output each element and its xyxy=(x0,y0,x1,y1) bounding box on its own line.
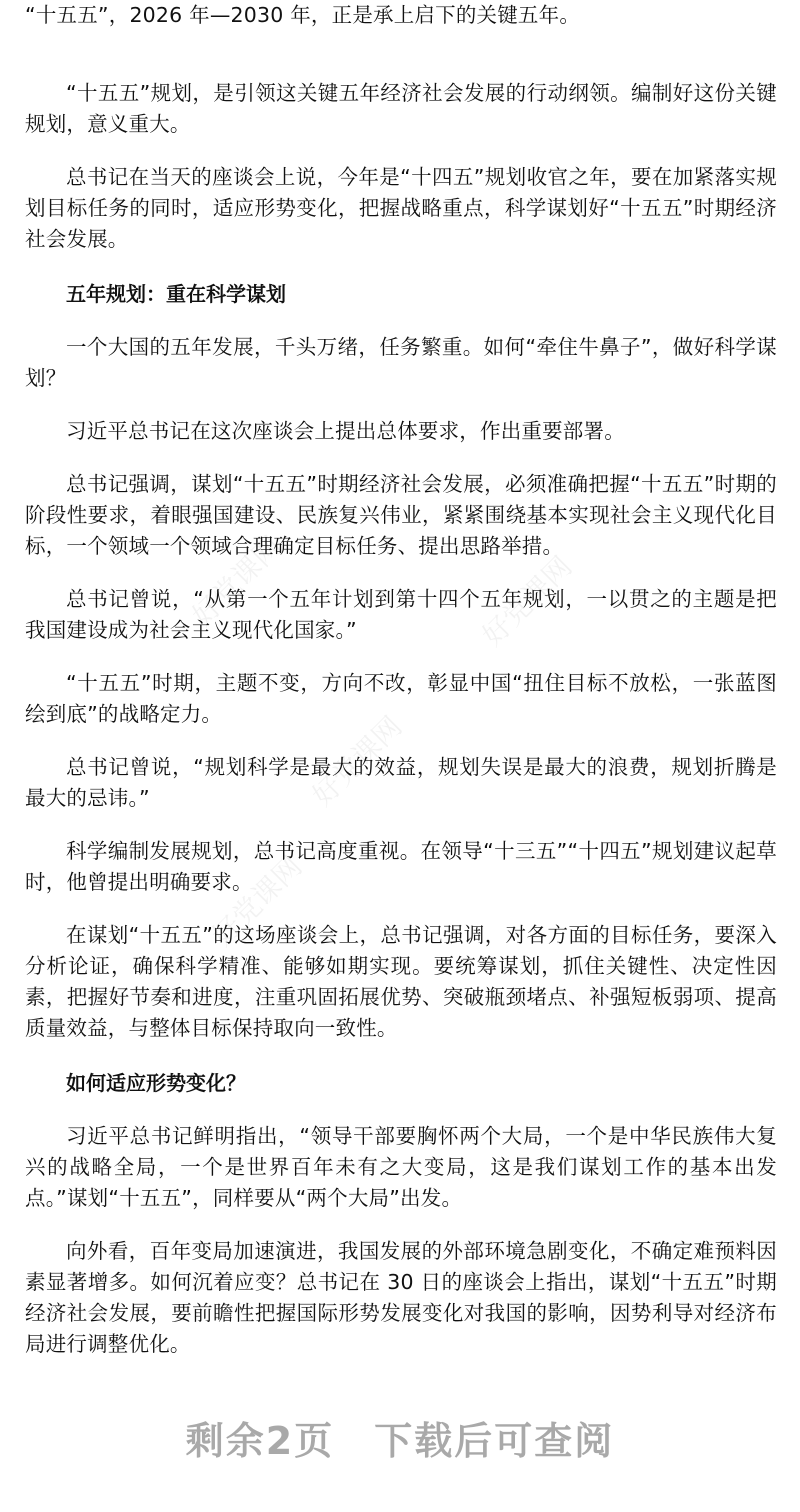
article-body xyxy=(25,0,777,1360)
section-heading: 如何适应形势变化？ xyxy=(66,1071,246,1095)
download-banner[interactable] xyxy=(0,1410,800,1465)
remaining-pages-label: 剩余2页 xyxy=(185,1419,335,1463)
watermark: 好党课网 xyxy=(475,549,579,653)
paragraph: 总书记曾说，“规划科学是最大的效益，规划失误是最大的浪费，规划折腾是最大的忌讳。” xyxy=(25,755,777,810)
download-to-view-label: 下载后可查阅 xyxy=(374,1419,615,1463)
paragraph: 总书记强调，谋划“十五五”时期经济社会发展，必须准确把握“十五五”时期的阶段性要求，着眼强国建设、民族复兴伟业，紧紧围绕基本实现社会主义现代化目标，一个领域一个领域合理确定目标任务、提出思路举措。 xyxy=(25,472,777,558)
paragraph: 习近平总书记鲜明指出，“领导干部要胸怀两个大局，一个是中华民族伟大复兴的战略全局，一个是世界百年未有之大变局，这是我们谋划工作的基本出发点。”谋划“十五五”，同样要从“两个大局”出发。 xyxy=(25,1124,777,1210)
paragraph: 在谋划“十五五”的这场座谈会上，总书记强调，对各方面的目标任务，要深入分析论证，确保科学精准、能够如期实现。要统筹谋划，抓住关键性、决定性因素，把握好节奏和进度，注重巩固拓展优势、突破瓶颈堵点、补强短板弱项、提高质量效益，与整体目标保持取向一致性。 xyxy=(25,923,777,1040)
paragraph: 向外看，百年变局加速演进，我国发展的外部环境急剧变化，不确定难预料因素显著增多。如何沉着应变？总书记在 30 日的座谈会上指出，谋划“十五五”时期经济社会发展，要前瞻性把握国际形势发展变化对我国的影响，因势利导对经济布局进行调整优化。 xyxy=(25,1239,777,1356)
watermark: 好党课网 xyxy=(305,709,409,813)
paragraph: “十五五”规划，是引领这关键五年经济社会发展的行动纲领。编制好这份关键规划，意义重大。 xyxy=(25,81,777,136)
paragraph: “十五五”时期，主题不变，方向不改，彰显中国“扭住目标不放松，一张蓝图绘到底”的战略定力。 xyxy=(25,671,777,726)
paragraph: 一个大国的五年发展，千头万绪，任务繁重。如何“牵住牛鼻子”，做好科学谋划？ xyxy=(25,335,777,390)
paragraph: “十五五”，2026 年—2030 年，正是承上启下的关键五年。 xyxy=(25,3,581,27)
watermark: 好党课网 xyxy=(185,529,289,633)
paragraph: 总书记在当天的座谈会上说，今年是“十四五”规划收官之年，要在加紧落实规划目标任务的同时，适应形势变化，把握战略重点，科学谋划好“十五五”时期经济社会发展。 xyxy=(25,165,777,251)
paragraph: 习近平总书记在这次座谈会上提出总体要求，作出重要部署。 xyxy=(66,419,625,443)
section-heading: 五年规划：重在科学谋划 xyxy=(66,282,286,306)
paragraph: 总书记曾说，“从第一个五年计划到第十四个五年规划，一以贯之的主题是把我国建设成为社会主义现代化国家。” xyxy=(25,587,777,642)
watermark: 好党课网 xyxy=(205,849,309,953)
paragraph: 科学编制发展规划，总书记高度重视。在领导“十三五”“十四五”规划建议起草时，他曾提出明确要求。 xyxy=(25,839,777,894)
